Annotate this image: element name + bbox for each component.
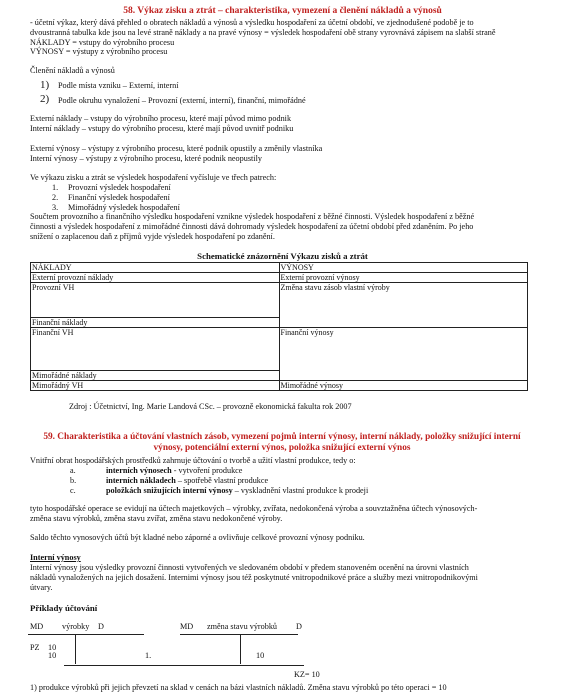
source-note: Zdroj : Účetnictví, Ing. Marie Landová CSc. – provozně ekonomická fakulta rok 2007 [69,402,352,411]
t-account-divider [75,634,76,664]
acct-d-label: D [296,622,302,631]
list-number: 3. [52,203,59,212]
paragraph-line: Externí náklady – vstupy do výrobního procesu, které mají původ mimo podnik [30,114,292,123]
table-cell: Mimořádné náklady [31,371,280,381]
naklady-definition: NÁKLADY = vstupy do výrobního procesu [30,38,175,47]
t-account-top [180,634,298,635]
intro-line: - účetní výkaz, který dává přehled o obratech nákladů a výnosů a výsledku hospodaření za účetní období, ve zjednodušené podobě je to [30,18,474,27]
section-59-title-line: 59. Charakteristika a účtování vlastních zásob, vymezení pojmů interní výnosy, interní náklady, položky snižující interní [43,432,521,442]
term-desc: – spotřebě vlastní produkce [175,476,269,485]
paragraph-line: snížení o zaplacenou daň z příjmů vyjde výsledek hospodaření po zdanění. [30,232,275,241]
table-cell: Změna stavu zásob vlastní výroby [279,283,528,328]
table-row [31,263,528,273]
acct-d-label: D [98,622,104,631]
vynosy-definition: VÝNOSY = výstupy z výrobního procesu [30,47,168,56]
paragraph-line: Externí výnosy – výstupy z výrobního procesu, které podnik opustily a změnily vlastníka [30,144,323,153]
list-item: Provozní výsledek hospodaření [68,183,171,192]
ps-label: PZ [30,643,40,652]
paragraph-line: změna stavu výrobků, změna stavu zvířat, změna stavu nedokončené výroby. [30,514,283,523]
acct-name: výrobky [62,622,90,631]
paragraph-line: Saldo těchto vynosových účtů být kladné nebo záporné a ovlivňuje celkové provozní výnosy podniku. [30,533,365,542]
table-row [31,328,528,371]
term-desc: - vytvoření produkce [171,466,243,475]
list-letter: b. [70,476,77,485]
table-cell: Finanční náklady [31,318,280,328]
table-cell: Mimořádný VH [31,381,280,391]
kz-label: KZ= 10 [294,670,320,679]
list-number: 1) [40,79,50,91]
cleneni-heading: Členění nákladů a výnosů [30,66,115,75]
paragraph-line: nákladů vynaložených na jejich dosažení. Internimi výnosy jsou též poskytnuté vnitropodnikové práce a služby mezi vnitropodnikovými [30,573,478,582]
table-row [31,283,528,318]
list-item: Finanční výsledek hospodaření [68,193,170,202]
list-item: Mimořádný výsledek hospodaření [68,203,180,212]
patra-heading: Ve výkazu zisku a ztrát se výsledek hospodaření vyčísluje ve třech patrech: [30,173,277,182]
term: interních nákladech [106,476,176,485]
list-item [106,466,242,476]
table-cell: Externí provozní výnosy [279,273,528,283]
list-item [106,486,368,496]
list-item [106,476,268,486]
section-58-title: 58. Výkaz zisku a ztrát – charakteristika, vymezení a členění nákladů a výnosů [123,6,442,16]
list-item: Podle okruhu vynaložení – Provozní (externí, interní), finanční, mimořádné [58,96,306,105]
paragraph-line: Součtem provozního a finančního výsledku hospodaření vznikne výsledek hospodaření z běžné činnosti. Výsledek hospodaření z běžné [30,212,475,221]
paragraph-line: Interní náklady – vstupy do výrobního procesu, které mají původ uvnitř podniku [30,124,294,133]
ps-value: 10 [48,651,57,660]
t-account-top [28,634,144,635]
table-row [31,381,528,391]
footnote: 1) produkce výrobků při jejich převzetí na sklad v cenách na bázi vlastních nákladů. Změna stavu výrobků po této operaci = 10 [30,683,447,692]
table-cell: VÝNOSY [279,263,528,273]
table-cell: Externí provozní náklady [31,273,280,283]
table-cell: NÁKLADY [31,263,280,273]
list-number: 2. [52,193,59,202]
list-number: 1. [52,183,59,192]
list-letter: a. [70,466,76,475]
acct-md-label: MD [30,622,44,631]
table-row [31,273,528,283]
table-cell: Finanční výnosy [279,328,528,381]
entry-value: 10 [256,651,265,660]
term-desc: – vyskladnění vlastní produkce k prodeji [232,486,369,495]
acct-name: změna stavu výrobků [207,622,278,631]
intro-line: dvoustranná tabulka kde jsou na levé straně náklady a na pravé výnosy = výsledek hospodaření obě strany vyrovnává zápisem na slabší straně [30,28,496,37]
table-title: Schematické znázornění Výkazu zisků a ztrát [197,251,368,261]
t-account-divider [240,634,241,664]
table-cell: Mimořádné výnosy [279,381,528,391]
ps-value: 10 [48,643,57,652]
acct-md-label: MD [180,622,194,631]
paragraph-line: Interní výnosy – výstupy z výrobního procesu, které podnik neopustily [30,154,262,163]
table-cell: Provozní VH [31,283,280,318]
entry-number: 1. [145,651,152,660]
list-item: Podle místa vzniku – Externí, interní [58,81,179,90]
paragraph-line: útvary. [30,583,53,592]
section-59-title-line: výnosy, potenciální externí výnos, položka snižující externí výnos [153,443,411,453]
paragraph-line: Vnitřní obrat hospodářských prostředků zahrnuje účtování o tvorbě a užití vlastní produkce, tedy o: [30,456,356,465]
schema-table [30,262,528,391]
term: interních výnosech [106,466,172,475]
interni-heading: Interní výnosy [30,553,81,562]
term: položkách snižujících interní výnosy [106,486,233,495]
paragraph-line: činnosti a výsledek hospodaření z mimořádné činnosti dává dohromady výsledek hospodaření za účetní období před zdaněním. Po jeho [30,222,474,231]
list-number: 2) [40,93,50,105]
connector-line [64,665,304,666]
paragraph-line: tyto hospodářské operace se evidují na účtech majetkových – výrobky, zvířata, nedokončená výroba a souvztažněna účtech výnosových- [30,504,478,513]
priklady-heading: Příklady účtování [30,603,98,613]
paragraph-line: Interní výnosy jsou výsledky provozní činnosti vytvořených ve sledovaném období v předem stanoveném ocenění na úrovni vlastních [30,563,469,572]
list-letter: c. [70,486,76,495]
table-cell: Finanční VH [31,328,280,371]
